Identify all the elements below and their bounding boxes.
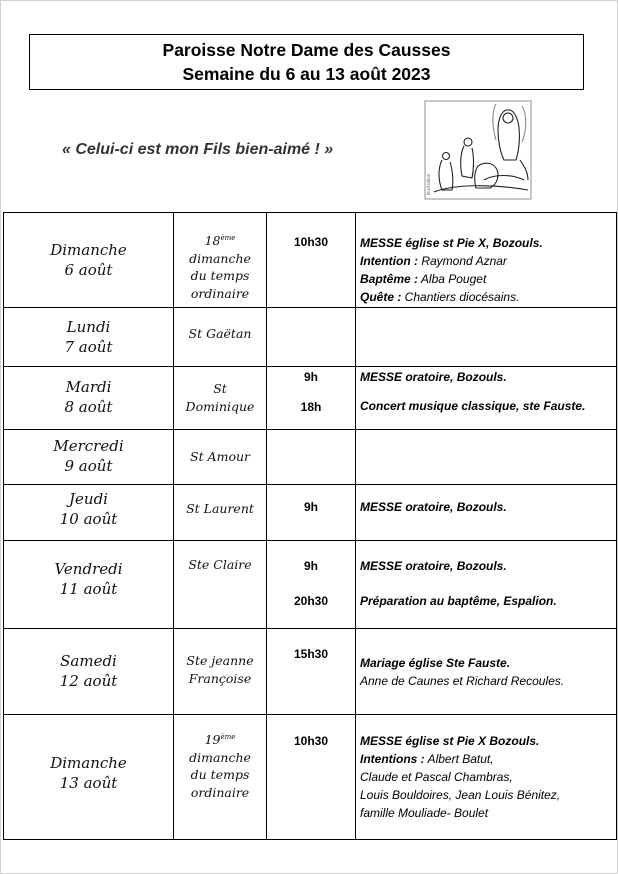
parish-title: Paroisse Notre Dame des Causses (162, 40, 451, 60)
saint-line: Dominique (185, 398, 255, 414)
saint-cell (174, 308, 267, 367)
event-cell (356, 715, 617, 840)
time-cell (267, 430, 356, 485)
day-name: Mardi (65, 378, 112, 396)
table-row (4, 715, 617, 840)
time-cell (267, 367, 356, 430)
day-date: 9 août (64, 457, 113, 475)
day-cell (4, 308, 174, 367)
saint-cell (174, 213, 267, 308)
time-value: 18h (300, 400, 322, 414)
title-box (29, 34, 584, 90)
saint-line: ordinaire (190, 285, 250, 301)
time-cell (267, 541, 356, 629)
event-bapteme: Baptême : Alba Pouget (360, 272, 487, 286)
event-title: MESSE église st Pie X Bozouls. (360, 734, 540, 748)
saint-cell (174, 485, 267, 541)
day-date: 12 août (59, 672, 118, 690)
table-row (4, 541, 617, 629)
day-cell (4, 715, 174, 840)
day-date: 7 août (64, 338, 113, 356)
day-date: 11 août (59, 580, 118, 598)
saint-line: dimanche (189, 250, 251, 266)
event-cell (356, 629, 617, 715)
saint-line: St Laurent (186, 501, 254, 516)
svg-text:Illustration: Illustration (426, 173, 431, 195)
event-cell (356, 308, 617, 367)
event-title: Préparation au baptême, Espalion. (360, 594, 557, 608)
event-intentions-line: famille Mouliade- Boulet (360, 806, 489, 820)
saint-ordinal: 19ème (204, 732, 236, 747)
saint-cell (174, 367, 267, 430)
event-cell (356, 213, 617, 308)
transfiguration-illustration (424, 100, 532, 200)
time-cell (267, 308, 356, 367)
table-row (4, 308, 617, 367)
table-row (4, 213, 617, 308)
table-row (4, 430, 617, 485)
saint-cell (174, 629, 267, 715)
day-name: Jeudi (69, 490, 108, 508)
time-value: 9h (303, 559, 318, 573)
event-cell (356, 367, 617, 430)
event-title: Mariage église Ste Fauste. (360, 656, 511, 670)
event-title: Concert musique classique, ste Fauste. (360, 399, 586, 413)
time-cell (267, 485, 356, 541)
time-value: 9h (303, 370, 318, 384)
day-name: Vendredi (54, 560, 123, 578)
time-cell (267, 213, 356, 308)
day-name: Mercredi (53, 437, 124, 455)
table-row (4, 485, 617, 541)
time-value: 10h30 (293, 734, 329, 748)
day-cell (4, 485, 174, 541)
day-cell (4, 541, 174, 629)
saint-line: du temps (190, 767, 250, 782)
saint-cell (174, 541, 267, 629)
saint-line: Ste Claire (188, 557, 252, 572)
day-date: 8 août (64, 398, 113, 416)
time-value: 10h30 (293, 235, 329, 249)
gospel-quote: « Celui-ci est mon Fils bien-aimé ! » (62, 141, 334, 158)
time-value: 20h30 (293, 594, 329, 608)
week-title: Semaine du 6 au 13 août 2023 (182, 64, 431, 84)
day-cell (4, 629, 174, 715)
time-value: 15h30 (293, 647, 329, 661)
time-cell (267, 629, 356, 715)
saint-cell (174, 715, 267, 840)
saint-line: St (213, 381, 227, 396)
saint-cell (174, 430, 267, 485)
event-title: MESSE oratoire, Bozouls. (360, 500, 507, 514)
event-intentions-line: Louis Bouldoires, Jean Louis Bénitez, (360, 788, 561, 802)
table-row (4, 367, 617, 430)
day-date: 13 août (59, 774, 118, 792)
event-cell (356, 541, 617, 629)
event-detail: Anne de Caunes et Richard Recoules. (360, 674, 565, 688)
day-cell (4, 430, 174, 485)
event-title: MESSE oratoire, Bozouls. (360, 370, 507, 384)
saint-line: St Gaëtan (188, 326, 252, 341)
saint-ordinal: 18ème (204, 233, 236, 248)
time-value: 9h (303, 500, 318, 514)
saint-line: dimanche (189, 749, 251, 765)
day-date: 10 août (59, 510, 118, 528)
saint-line: St Amour (190, 449, 250, 464)
event-intention: Intention : Raymond Aznar (360, 254, 507, 268)
day-date: 6 août (64, 261, 113, 279)
time-cell (267, 715, 356, 840)
event-cell (356, 430, 617, 485)
event-intentions: Intentions : Albert Batut, (360, 752, 494, 766)
event-title: MESSE église st Pie X, Bozouls. (360, 236, 543, 250)
table-row (4, 629, 617, 715)
saint-line: Ste jeanne (186, 653, 254, 668)
schedule-table (3, 212, 617, 840)
day-name: Samedi (60, 652, 117, 670)
event-intentions-line: Claude et Pascal Chambras, (360, 770, 513, 784)
event-cell (356, 485, 617, 541)
event-quete: Quête : Chantiers diocésains. (360, 290, 520, 304)
day-cell (4, 213, 174, 308)
day-name: Lundi (66, 318, 111, 336)
saint-line: Françoise (188, 670, 252, 686)
day-name: Dimanche (50, 754, 127, 772)
saint-line: du temps (190, 268, 250, 283)
day-name: Dimanche (50, 241, 127, 259)
saint-line: ordinaire (190, 784, 250, 800)
day-cell (4, 367, 174, 430)
event-title: MESSE oratoire, Bozouls. (360, 559, 507, 573)
